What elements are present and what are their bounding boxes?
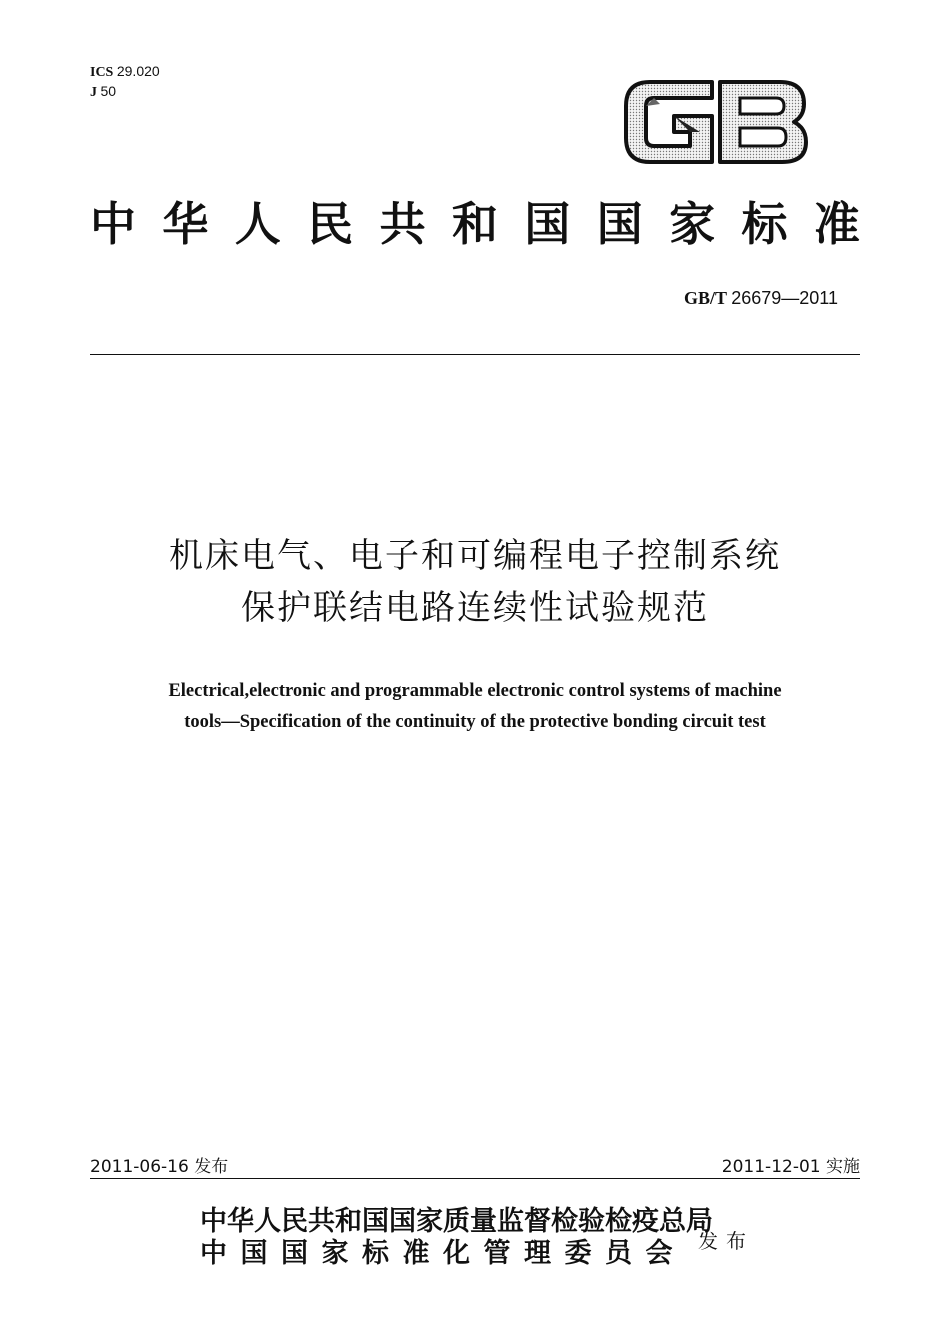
- issue-date: 2011-06-16 发布: [90, 1157, 229, 1177]
- title-char: 准: [813, 197, 860, 251]
- title-char: 华: [162, 197, 209, 251]
- ics-code: ICS 29.020: [90, 63, 160, 80]
- issuer-line1: 中华人民共和国国家质量监督检验检疫总局: [200, 1206, 713, 1237]
- title-char: 中: [90, 197, 136, 251]
- title-en-line2: tools—Specification of the continuity of the protective bonding circuit test: [184, 712, 766, 732]
- title-cn-line1: 机床电气、电子和可编程电子控制系统: [169, 536, 781, 576]
- gb-logo-icon: [620, 72, 810, 172]
- publish-label: 发布: [698, 1229, 754, 1253]
- date-row: [90, 1152, 860, 1177]
- title-char: 和: [451, 197, 498, 251]
- title-char: 人: [234, 197, 281, 251]
- top-divider: [90, 354, 860, 355]
- title-char: 国: [524, 197, 571, 251]
- effective-date: 2011-12-01 实施: [721, 1157, 860, 1177]
- title-char: 共: [379, 197, 426, 251]
- document-title-cn: [0, 530, 950, 634]
- title-char: 国: [596, 197, 643, 251]
- title-char: 标: [741, 197, 788, 251]
- bottom-divider: [90, 1178, 860, 1179]
- title-char: 家: [669, 197, 716, 251]
- title-en-line1: Electrical,electronic and programmable electronic control systems of machine: [168, 681, 782, 701]
- issuing-authorities: [200, 1206, 713, 1270]
- document-title-en: [80, 676, 870, 738]
- title-char: 民: [307, 197, 354, 251]
- ccs-code: J 50: [90, 83, 117, 100]
- classification-codes: [90, 62, 160, 102]
- standard-code: GB/T 26679—2011: [684, 288, 838, 308]
- title-cn-line2: 保护联结电路连续性试验规范: [241, 588, 709, 628]
- standard-type-title: [90, 196, 860, 252]
- issuer-line2: 中国国家标准化管理委员会: [200, 1238, 686, 1269]
